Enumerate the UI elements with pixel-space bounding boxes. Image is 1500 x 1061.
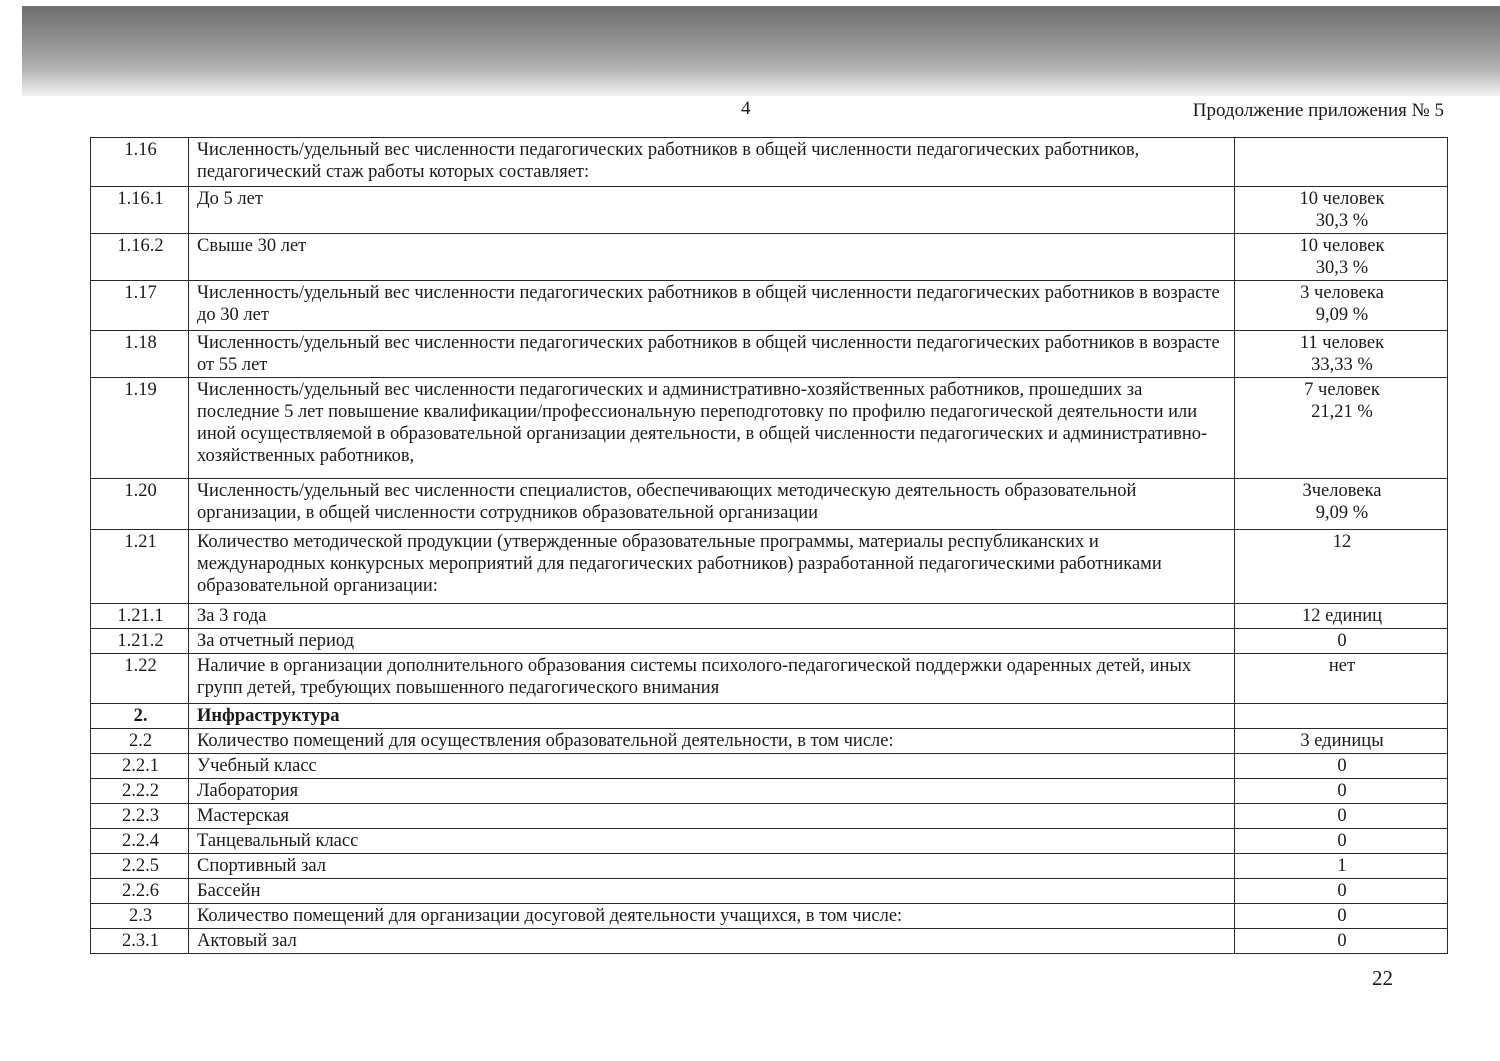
table-row-section-heading bbox=[91, 704, 1448, 729]
table-row bbox=[91, 904, 1448, 929]
table-row bbox=[91, 779, 1448, 804]
table-row bbox=[91, 281, 1448, 331]
row-description: Численность/удельный вес численности педагогических работников в общей численности педагогических работников, педагогический стаж работы которых составляет: bbox=[189, 138, 1235, 187]
row-description: Количество помещений для осуществления образовательной деятельности, в том числе: bbox=[189, 729, 1235, 754]
table-row bbox=[91, 654, 1448, 704]
row-value: 11 человек 33,33 % bbox=[1235, 331, 1448, 378]
row-description: Мастерская bbox=[189, 804, 1235, 829]
row-description: Инфраструктура bbox=[189, 704, 1235, 729]
row-number: 2.2 bbox=[91, 729, 189, 754]
row-description: Наличие в организации дополнительного образования системы психолого-педагогической поддержки одаренных детей, иных групп детей, требующих повышенного педагогического внимания bbox=[189, 654, 1235, 704]
row-number: 1.18 bbox=[91, 331, 189, 378]
row-number: 1.16.1 bbox=[91, 187, 189, 234]
row-description: За отчетный период bbox=[189, 629, 1235, 654]
row-description: Количество методической продукции (утвержденные образовательные программы, материалы республиканских и международных конкурсных мероприятий для педагогических работников) разработанной педагогическими работниками образовательной организации: bbox=[189, 530, 1235, 604]
row-number: 1.22 bbox=[91, 654, 189, 704]
table-row bbox=[91, 854, 1448, 879]
row-value: 10 человек 30,3 % bbox=[1235, 234, 1448, 281]
row-value: 0 bbox=[1235, 829, 1448, 854]
header-page-number: 4 bbox=[741, 98, 751, 119]
row-number: 1.16.2 bbox=[91, 234, 189, 281]
row-number: 2.3.1 bbox=[91, 929, 189, 954]
table-row bbox=[91, 378, 1448, 479]
row-description: Численность/удельный вес численности педагогических работников в общей численности педагогических работников в возрасте от 55 лет bbox=[189, 331, 1235, 378]
row-value: 0 bbox=[1235, 629, 1448, 654]
row-value: 0 bbox=[1235, 879, 1448, 904]
indicators-table bbox=[90, 137, 1448, 954]
row-number: 2.2.6 bbox=[91, 879, 189, 904]
row-description: Бассейн bbox=[189, 879, 1235, 904]
footer-page-number: 22 bbox=[1372, 966, 1393, 990]
table-row bbox=[91, 629, 1448, 654]
row-value: нет bbox=[1235, 654, 1448, 704]
row-description: Лаборатория bbox=[189, 779, 1235, 804]
row-value bbox=[1235, 138, 1448, 187]
row-description: Численность/удельный вес численности педагогических работников в общей численности педагогических работников в возрасте до 30 лет bbox=[189, 281, 1235, 331]
row-value: 10 человек 30,3 % bbox=[1235, 187, 1448, 234]
row-number: 2.2.1 bbox=[91, 754, 189, 779]
scan-shadow-band bbox=[22, 6, 1500, 96]
row-value: 0 bbox=[1235, 779, 1448, 804]
row-value: 12 bbox=[1235, 530, 1448, 604]
table-row bbox=[91, 754, 1448, 779]
row-value bbox=[1235, 704, 1448, 729]
row-number: 1.21 bbox=[91, 530, 189, 604]
table-row bbox=[91, 829, 1448, 854]
row-number: 2.2.4 bbox=[91, 829, 189, 854]
row-number: 2.2.5 bbox=[91, 854, 189, 879]
table-row bbox=[91, 804, 1448, 829]
table-row bbox=[91, 187, 1448, 234]
row-description: Учебный класс bbox=[189, 754, 1235, 779]
header-continuation-label: Продолжение приложения № 5 bbox=[1192, 100, 1444, 121]
row-number: 1.19 bbox=[91, 378, 189, 479]
row-description: Свыше 30 лет bbox=[189, 234, 1235, 281]
row-description: Спортивный зал bbox=[189, 854, 1235, 879]
row-value: 0 bbox=[1235, 754, 1448, 779]
row-description: Численность/удельный вес численности специалистов, обеспечивающих методическую деятельность образовательной организации, в общей численности сотрудников образовательной организации bbox=[189, 479, 1235, 530]
table-row bbox=[91, 331, 1448, 378]
table-row bbox=[91, 604, 1448, 629]
row-value: 1 bbox=[1235, 854, 1448, 879]
row-value: 7 человек 21,21 % bbox=[1235, 378, 1448, 479]
table-row bbox=[91, 479, 1448, 530]
table-row bbox=[91, 879, 1448, 904]
row-value: 0 bbox=[1235, 804, 1448, 829]
row-number: 1.20 bbox=[91, 479, 189, 530]
row-number: 1.21.2 bbox=[91, 629, 189, 654]
table-row bbox=[91, 929, 1448, 954]
row-value: 3 человека 9,09 % bbox=[1235, 281, 1448, 331]
row-description: За 3 года bbox=[189, 604, 1235, 629]
row-number: 1.21.1 bbox=[91, 604, 189, 629]
row-value: 0 bbox=[1235, 929, 1448, 954]
row-description: Численность/удельный вес численности педагогических и административно-хозяйственных работников, прошедших за последние 5 лет повышение квалификации/профессиональную переподготовку по профилю педагогической деятельности или иной осуществляемой в образовательной организации деятельности, в общей численности педагогических и административно-хозяйственных работников, bbox=[189, 378, 1235, 479]
row-number: 1.17 bbox=[91, 281, 189, 331]
row-number: 2. bbox=[91, 704, 189, 729]
row-number: 2.2.2 bbox=[91, 779, 189, 804]
row-number: 2.3 bbox=[91, 904, 189, 929]
table-row bbox=[91, 729, 1448, 754]
table-row bbox=[91, 234, 1448, 281]
row-value: 3человека 9,09 % bbox=[1235, 479, 1448, 530]
row-value: 3 единицы bbox=[1235, 729, 1448, 754]
row-description: Актовый зал bbox=[189, 929, 1235, 954]
row-description: Танцевальный класс bbox=[189, 829, 1235, 854]
row-description: Количество помещений для организации досуговой деятельности учащихся, в том числе: bbox=[189, 904, 1235, 929]
row-description: До 5 лет bbox=[189, 187, 1235, 234]
table-row bbox=[91, 138, 1448, 187]
row-number: 2.2.3 bbox=[91, 804, 189, 829]
row-number: 1.16 bbox=[91, 138, 189, 187]
table-row bbox=[91, 530, 1448, 604]
row-value: 12 единиц bbox=[1235, 604, 1448, 629]
row-value: 0 bbox=[1235, 904, 1448, 929]
